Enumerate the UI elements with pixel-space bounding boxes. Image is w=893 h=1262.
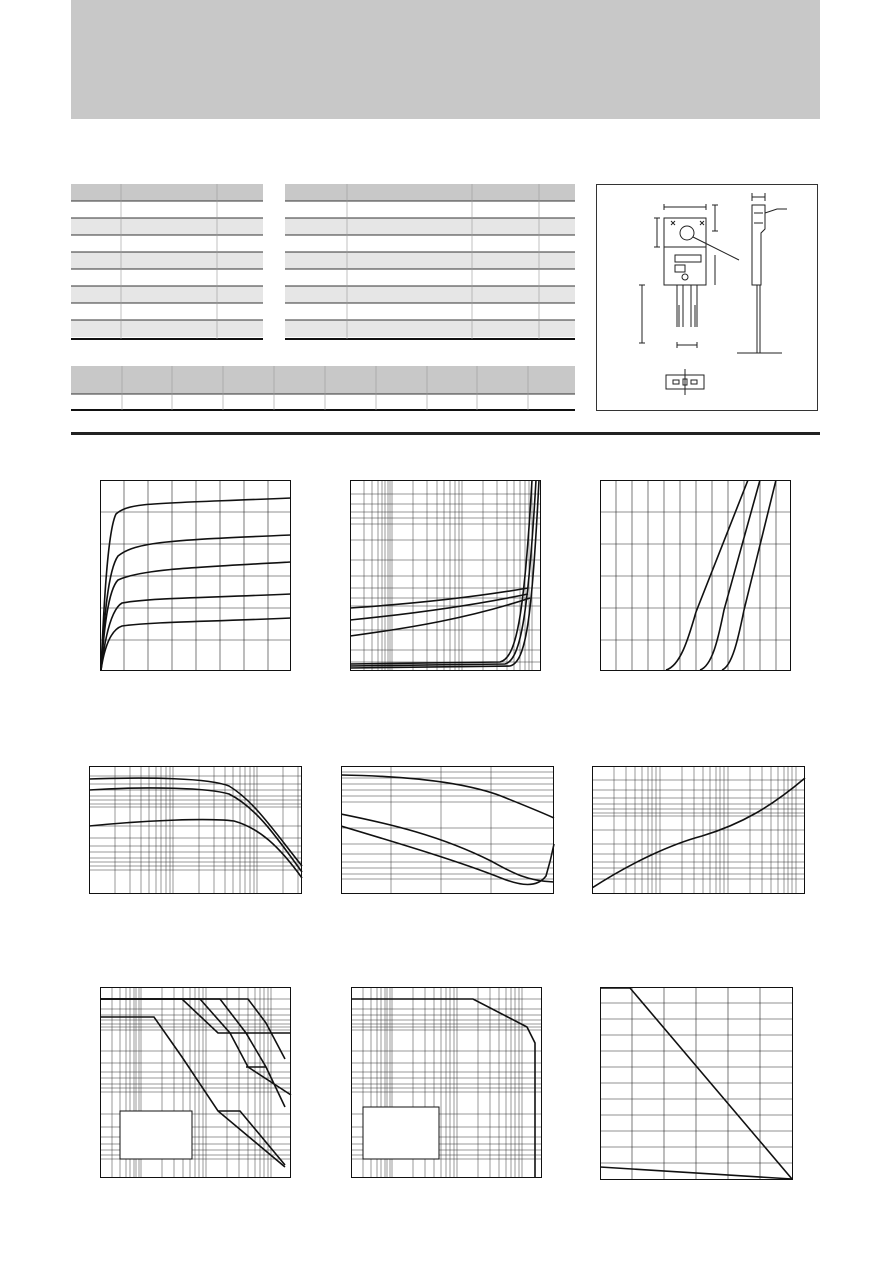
graph-vcesat — [350, 480, 542, 672]
graph-hfe-temp — [341, 766, 555, 895]
graph-power-derating — [600, 987, 794, 1181]
package-drawing — [597, 185, 819, 412]
graph-hfe-ic — [89, 766, 303, 895]
section-divider — [71, 432, 820, 435]
graph-thermal-resistance — [592, 766, 806, 895]
package-outline-box — [596, 184, 818, 411]
graph-safe-operating-area — [100, 987, 292, 1179]
header-banner — [71, 0, 820, 119]
rank-table — [71, 366, 575, 412]
graph-reverse-bias-soa — [351, 987, 543, 1179]
characteristics-table — [285, 184, 575, 340]
ratings-table — [71, 184, 263, 340]
graph-ic-vbe — [600, 480, 792, 672]
graph-ic-vce — [100, 480, 292, 672]
